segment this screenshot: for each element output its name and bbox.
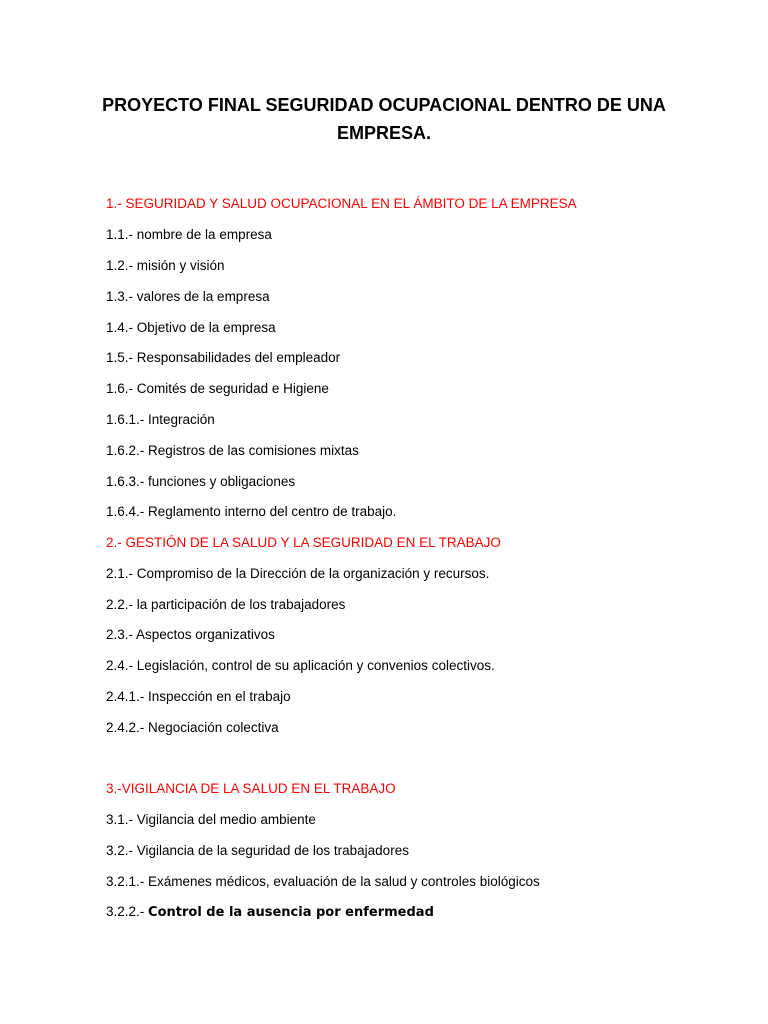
list-item: 1.6.- Comités de seguridad e Higiene [106, 381, 329, 396]
list-item: 2.1.- Compromiso de la Dirección de la organización y recursos. [106, 566, 490, 581]
list-item: 1.6.1.- Integración [106, 412, 215, 427]
list-item: 2.2.- la participación de los trabajadores [106, 597, 346, 612]
section-3-heading: 3.-VIGILANCIA DE LA SALUD EN EL TRABAJO [106, 781, 396, 796]
list-item: 1.6.4.- Reglamento interno del centro de trabajo. [106, 504, 397, 519]
list-item: 3.1.- Vigilancia del medio ambiente [106, 812, 316, 827]
list-item: 1.6.2.- Registros de las comisiones mixtas [106, 443, 359, 458]
list-item: 2.4.- Legislación, control de su aplicación y convenios colectivos. [106, 658, 495, 673]
list-item: 2.4.1.- Inspección en el trabajo [106, 689, 291, 704]
list-item-bold-text: Control de la ausencia por enfermedad [148, 905, 434, 920]
list-item: 1.6.3.- funciones y obligaciones [106, 474, 296, 489]
list-item: 1.3.- valores de la empresa [106, 289, 270, 304]
list-item: 3.2.1.- Exámenes médicos, evaluación de la salud y controles biológicos [106, 874, 540, 889]
list-item-prefix: 3.2.2.- [106, 904, 149, 919]
list-item-last [106, 903, 434, 922]
list-item: 2.3.- Aspectos organizativos [106, 627, 275, 642]
list-item: 2.4.2.- Negociación colectiva [106, 720, 279, 735]
document-title-line-1: PROYECTO FINAL SEGURIDAD OCUPACIONAL DENTRO DE UNA [102, 95, 666, 115]
list-item: 1.4.- Objetivo de la empresa [106, 320, 276, 335]
list-item: 1.5.- Responsabilidades del empleador [106, 350, 341, 365]
list-item: 1.2.- misión y visión [106, 258, 225, 273]
section-2-heading: 2.- GESTIÓN DE LA SALUD Y LA SEGURIDAD EN EL TRABAJO [106, 535, 501, 550]
document-title-line-2: EMPRESA. [336, 123, 432, 143]
list-item: 3.2.- Vigilancia de la seguridad de los trabajadores [106, 843, 409, 858]
list-item: 1.1.- nombre de la empresa [106, 227, 272, 242]
section-1-heading: 1.- SEGURIDAD Y SALUD OCUPACIONAL EN EL ÁMBITO DE LA EMPRESA [106, 196, 577, 211]
